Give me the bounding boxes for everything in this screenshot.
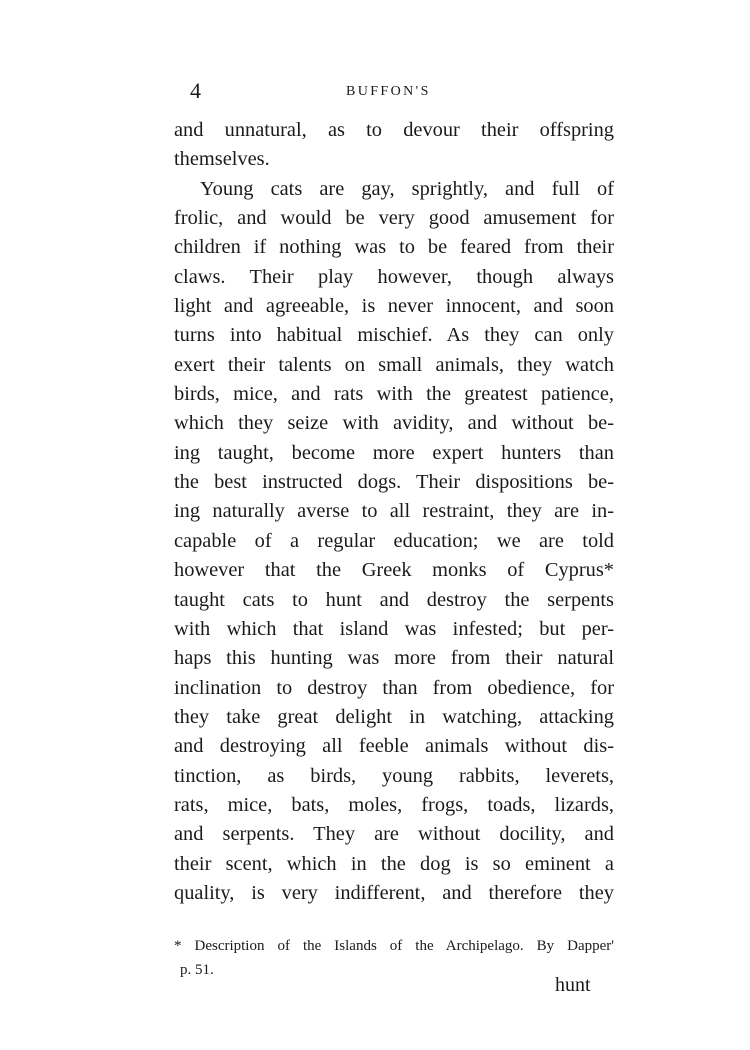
text-line: claws. Their play however, though always [174,265,614,288]
text-line: quality, is very indifferent, and therefore they [174,881,614,904]
text-line: their scent, which in the dog is so eminent a [174,852,614,875]
text-line: frolic, and would be very good amusement for [174,207,614,230]
text-line: light and agreeable, is never innocent, and soon [174,295,614,318]
page-number: 4 [190,78,201,103]
text-line: rats, mice, bats, moles, frogs, toads, lizards, [174,793,614,816]
text-line: ing taught, become more expert hunters than [174,441,614,464]
footnote [174,934,614,982]
running-head: BUFFON'S [346,84,431,99]
text-line: which they seize with avidity, and without be- [174,412,614,435]
text-line: haps this hunting was more from their natural [174,647,614,670]
page-header [0,78,750,104]
text-line: ing naturally averse to all restraint, they are in- [174,500,614,523]
text-line: and destroying all feeble animals without dis- [174,735,614,758]
catchword: hunt [555,974,591,996]
footnote-line: p. 51. [180,962,214,978]
text-line: exert their talents on small animals, they watch [174,353,614,376]
text-line: inclination to destroy than from obedience, for [174,676,614,699]
body-text [174,116,614,908]
text-line: birds, mice, and rats with the greatest patience, [174,383,614,406]
text-line: and serpents. They are without docility, and [174,823,614,846]
text-line: capable of a regular education; we are told [174,529,614,552]
text-line: turns into habitual mischief. As they can only [174,324,614,347]
text-line: Young cats are gay, sprightly, and full of [200,177,614,200]
footnote-line: * Description of the Islands of the Archipelago. By Dapper' [174,938,614,954]
text-line: however that the Greek monks of Cyprus* [174,559,614,582]
text-line: with which that island was infested; but per- [174,617,614,640]
text-line: they take great delight in watching, attacking [174,705,614,728]
text-line: children if nothing was to be feared from their [174,236,614,259]
text-line: tinction, as birds, young rabbits, leverets, [174,764,614,787]
text-line: themselves. [174,148,270,171]
text-line: and unnatural, as to devour their offspring [174,119,614,141]
text-line: taught cats to hunt and destroy the serpents [174,588,614,611]
text-line: the best instructed dogs. Their dispositions be- [174,471,614,494]
